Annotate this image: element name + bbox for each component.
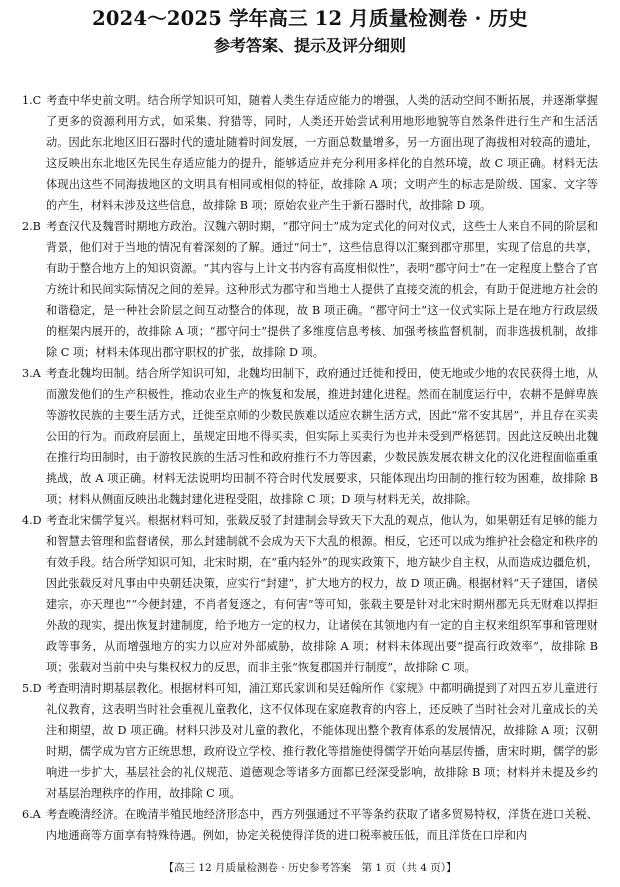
page-footer: 【高三 12 月质量检测卷 · 历史参考答案 第 1 页（共 4 页）】 — [163, 862, 457, 874]
document-title: 2024～2025 学年高三 12 月质量检测卷 · 历史 — [92, 7, 528, 30]
answer-explanation: 考查汉代及魏晋时期地方政治。汉魏六朝时期，“郡守问士”成为定式化的问对仪式，这些士人来自不同的阶层和背景，他们对于当地的情况有着深刻的了解。通过“问士”，这些信息得以汇聚到郡守那里，实现了信息的共享，有助于整合地方上的知识资源。“其内容与上计文书内容有高度相似性”，表明“郡守问士”在一定程度上整合了官方统计和民间实际情况之间的差异。这种形式为郡守和当地士人提供了直接交流的机会，有助于促进地方社会的和谐稳定，是一种社会阶层之间互动整合的体现，故 B 项正确。“郡守问士”这一仪式实际上是在地方行政层级的框架内展开的，故排除 A 项；“郡守问士”提供了多维度信息考核、加强考核监督机制，而非选拔机制，故排除 C 项；材料未体现出郡守职权的扩张，故排除 D 项。 — [46, 220, 598, 359]
answer-number: 1.C — [22, 94, 42, 107]
answer-number: 6.A — [22, 808, 41, 821]
answer-explanation: 考查晚清经济。在晚清半殖民地经济形态中，西方列强通过不平等条约获取了诸多贸易特权，洋货在进口关税、内地通商等方面享有特殊待遇。例如，协定关税使得洋货的进口税率被压低，而且洋货在口岸和内 — [46, 808, 598, 842]
answer-item-6 — [22, 804, 598, 846]
answer-number: 2.B — [22, 220, 41, 233]
answer-item-2 — [22, 216, 598, 363]
answer-item-4 — [22, 510, 598, 678]
answer-number: 3.A — [22, 367, 41, 380]
answer-number: 4.D — [22, 514, 42, 527]
answer-explanation: 考查北魏均田制。结合所学知识可知，北魏均田制下，政府通过迁徙和授田，使无地或少地的农民获得土地，从而激发他们的生产积极性，推动农业生产的恢复和发展，推进封建化进程。然而在制度运行中，农耕不是鲜卑族等游牧民族的主要生活方式，迁徙至京师的少数民族难以适应农耕生活方式，因此“常不安其居”，并且存在买卖公田的行为。而政府层面上，虽规定田地不得买卖，但实际上买卖行为也并未受到严格惩罚。因此这反映出北魏在推行均田制时，由于游牧民族的生活习性和政府推行不力等因素，少数民族发展农耕文化的汉化进程面临重重挑战，故 A 项正确。材料无法说明均田制不符合时代发展要求，只能体现出均田制的推行较为困难，故排除 B 项；材料从侧面反映出北魏封建化进程受阻，故排除 C 项；D 项与材料无关，故排除。 — [46, 367, 598, 506]
answer-item-3 — [22, 363, 598, 510]
answer-explanation: 考查明清时期基层教化。根据材料可知，浦江郑氏家训和吴廷翰所作《家规》中都明确提到了对四五岁儿童进行礼仪教育，这表明当时社会重视儿童教化，这不仅体现在家庭教育的内容上，还反映了当时社会对儿童成长的关注和期望，故 D 项正确。材料只涉及对儿童的教化，不能体现出整个教育体系的发展情况，故排除 A 项；汉朝时期，儒学成为官方正统思想，政府设立学校、推行教化等措施使得儒学开始向基层传播，唐宋时期，儒学的影响进一步扩大，基层社会的礼仪规范、道德观念等诸多方面都已经深受影响，故排除 B 项；材料并未提及乡约对基层治理秩序的作用，故排除 C 项。 — [46, 682, 598, 800]
answer-explanation: 考查中华史前文明。结合所学知识可知，随着人类生存适应能力的增强，人类的活动空间不断拓展，并逐渐掌握了更多的资源利用方式，如采集、狩猎等，同时，人类还开始尝试利用地形地貌等自然条件进行生产和生活活动。因此东北地区旧石器时代的遗址随着时间发展，一方面总数量增多，另一方面出现了海拔相对较高的遗址，这反映出东北地区先民生存适应能力的提升，能够适应并充分利用多样化的自然环境，故 C 项正确。材料无法体现出这些不同海拔地区的文明具有相同或相似的特征，故排除 A 项；文明产生的标志是阶级、国家、文字等的产生，材料未涉及这些信息，故排除 B 项；原始农业产生于新石器时代，故排除 D 项。 — [46, 94, 598, 212]
answer-number: 5.D — [22, 682, 42, 695]
answer-item-5 — [22, 678, 598, 804]
answer-list — [22, 90, 598, 846]
answer-sheet-page — [0, 6, 620, 887]
document-subtitle: 参考答案、提示及评分细则 — [213, 36, 406, 55]
answer-explanation: 考查北宋儒学复兴。根据材料可知，张载反驳了封建制会导致天下大乱的观点，他认为，如果朝廷有足够的能力和智慧去管理和监督诸侯，那么封建制就不会成为天下大乱的根源。相反，它还可以成为维护社会稳定和秩序的有效手段。结合所学知识可知，北宋时期，在“重内轻外”的现实政策下，地方缺少自主权，从而造成边疆危机，因此张载反对凡事由中央朝廷决策，应实行“封建”，扩大地方的权力，故 D 项正确。根据材料“天子建国，诸侯建宗，亦天理也”“今便封建，不肖者复逐之，有何害”等可知，张载主要是针对北宋时期州郡无兵无财难以捍拒外敌的现实，提出恢复封建制度，给予地方一定的权力，让诸侯在其领地内有一定的自主权来组织军事和管理财政等事务，从而增强地方的实力以应对外部威胁，故排除 A 项；材料未体现出要“提高行政效率”，故排除 B 项；张载对当前中央与集权权力的反思，而非主张“恢复郡国并行制度”，故排除 C 项。 — [46, 514, 598, 674]
answer-item-1 — [22, 90, 598, 216]
